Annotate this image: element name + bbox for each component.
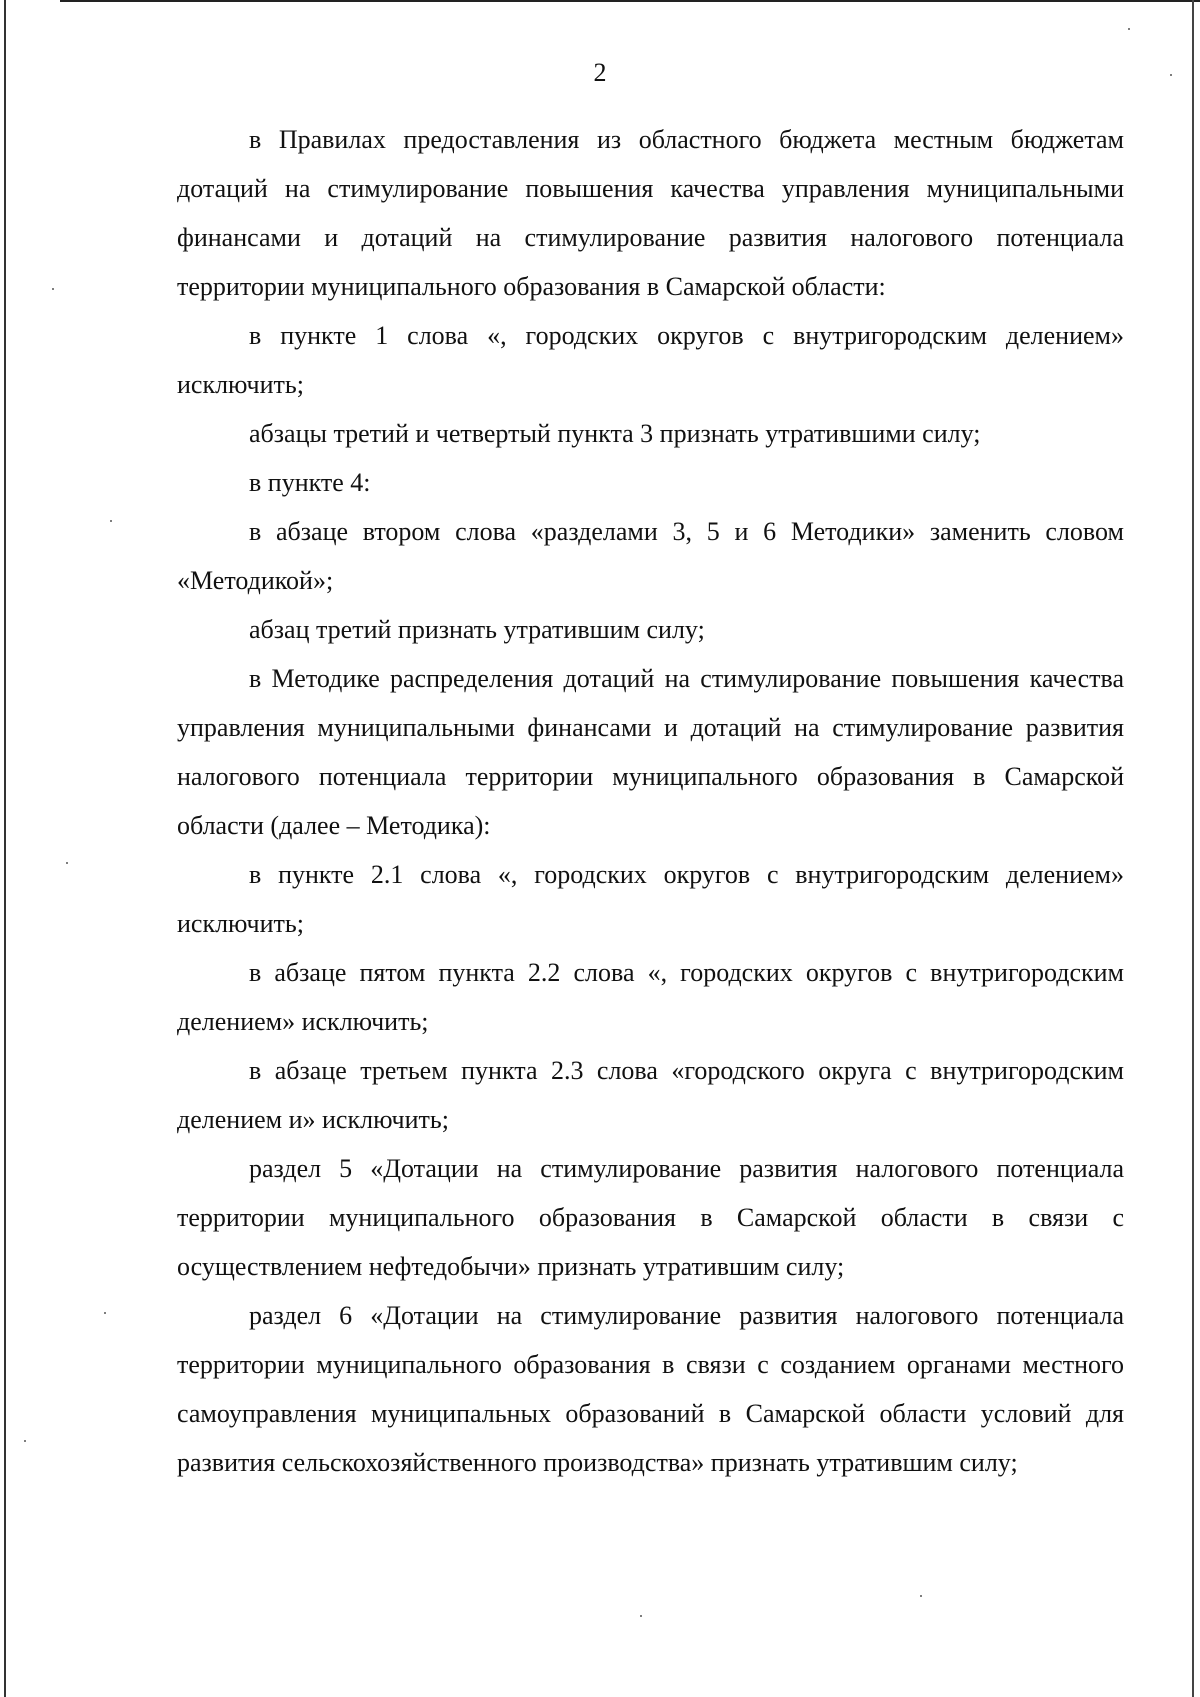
scan-speck — [110, 520, 112, 522]
left-scan-edge — [4, 0, 6, 1697]
paragraph-point-1: в пункте 1 слова «, городских округов с внутригородским делением» исключить; — [177, 321, 1124, 399]
paragraph-rules-intro: в Правилах предоставления из областного бюджета местным бюджетам дотаций на стимулирование повышения качества управления муниципальными финансами и дотаций на стимулирование развития налогового потенциала территории муниципального образования в Самарской области: — [177, 125, 1124, 301]
right-scan-edge — [1192, 0, 1194, 1697]
paragraph-point-4-third: абзац третий признать утратившим силу; — [249, 615, 705, 644]
paragraph-section-6: раздел 6 «Дотации на стимулирование развития налогового потенциала территории муниципального образования в связи с созданием органами местного самоуправления муниципальных образований в Самарской области условий для развития сельскохозяйственного производства» признать утратившим силу; — [177, 1301, 1124, 1477]
scan-speck — [104, 1312, 106, 1314]
scan-speck — [66, 862, 68, 864]
scan-speck — [920, 1595, 922, 1597]
paragraph-point-4-second: в абзаце втором слова «разделами 3, 5 и 6 Методики» заменить словом «Методикой»; — [177, 517, 1124, 595]
paragraph-section-5: раздел 5 «Дотации на стимулирование развития налогового потенциала территории муниципального образования в Самарской области в связи с осуществлением нефтедобычи» признать утратившим силу; — [177, 1154, 1124, 1281]
top-border-line — [60, 0, 1200, 2]
paragraph-point-2-1: в пункте 2.1 слова «, городских округов с внутригородским делением» исключить; — [177, 860, 1124, 938]
scan-speck — [52, 288, 54, 290]
paragraph-methodology-intro: в Методике распределения дотаций на стимулирование повышения качества управления муниципальными финансами и дотаций на стимулирование развития налогового потенциала территории муниципального образования в Самарской области (далее – Методика): — [177, 664, 1124, 840]
paragraph-point-3: абзацы третий и четвертый пункта 3 признать утратившими силу; — [249, 419, 981, 448]
scan-speck — [640, 1615, 642, 1617]
paragraph-point-2-2: в абзаце пятом пункта 2.2 слова «, городских округов с внутригородским делением» исключить; — [177, 958, 1124, 1036]
paragraph-point-2-3: в абзаце третьем пункта 2.3 слова «городского округа с внутригородским делением и» исключить; — [177, 1056, 1124, 1134]
scan-speck — [1128, 28, 1130, 30]
scan-speck — [24, 1440, 26, 1442]
document-body — [177, 115, 1124, 1487]
page-number: 2 — [593, 58, 607, 87]
paragraph-point-4: в пункте 4: — [249, 468, 371, 497]
